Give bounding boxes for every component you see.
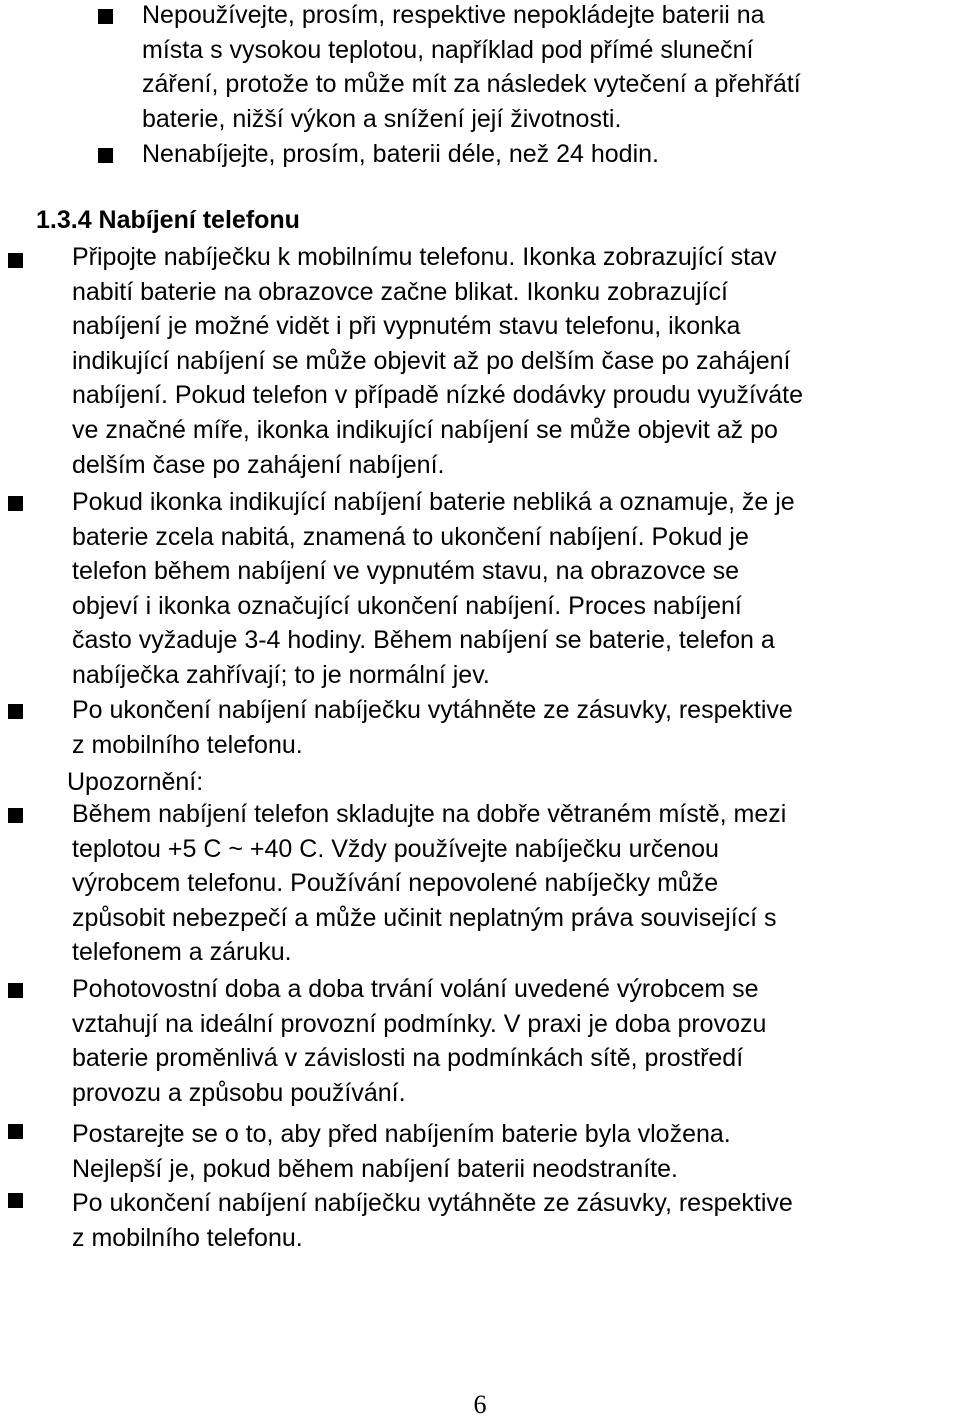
page-number: 6	[473, 1390, 487, 1419]
bullet-icon	[8, 496, 23, 511]
bullet-text: Během nabíjení telefon skladujte na dobře větraném místě, mezi teplotou +5 C ~ +40 C. Vždy používejte nabíječku určenou výrobcem telefonu. Používání nepovolené nabíječky může způsobit nebezpečí a může učinit neplatným práva související s telefonem a záruku.	[72, 800, 787, 967]
bullet-icon	[98, 148, 113, 163]
bullet-icon	[8, 1193, 23, 1208]
bullet-text: Pohotovostní doba a doba trvání volání uvedené výrobcem se vztahují na ideální provozní podmínky. V praxi je doba provozu baterie proměnlivá v závislosti na podmínkách sítě, prostředí provozu a způsobu používání.	[72, 975, 767, 1107]
bullet-text: Připojte nabíječku k mobilnímu telefonu. Ikonka zobrazující stav nabití baterie na obrazovce začne blikat. Ikonku zobrazující nabíjení je možné vidět i při vypnutém stavu telefonu, ikonka indikující nabíjení se může objevit až po delším čase po zahájení nabíjení. Pokud telefon v případě nízké dodávky proudu využíváte ve značné míře, ikonka indikující nabíjení se může objevit až po delším čase po zahájení nabíjení.	[72, 243, 804, 479]
bullet-text: Postarejte se o to, aby před nabíjením baterie byla vložena. Nejlepší je, pokud během nabíjení baterii neodstraníte.	[72, 1120, 731, 1183]
bullet-icon	[98, 9, 113, 24]
bullet-text: Nenabíjejte, prosím, baterii déle, než 24 hodin.	[142, 140, 659, 168]
bullet-icon	[8, 1124, 23, 1139]
bullet-icon	[8, 704, 23, 719]
bullet-icon	[8, 253, 23, 268]
bullet-text: Po ukončení nabíjení nabíječku vytáhněte ze zásuvky, respektive z mobilního telefonu.	[72, 696, 793, 759]
bullet-text: Pokud ikonka indikující nabíjení baterie nebliká a oznamuje, že je baterie zcela nabitá, znamená to ukončení nabíjení. Pokud je telefon během nabíjení ve vypnutém stavu, na obrazovce se objeví i ikonka označující ukončení nabíjení. Proces nabíjení často vyžaduje 3-4 hodiny. Během nabíjení se baterie, telefon a nabíječka zahřívají; to je normální jev.	[72, 488, 795, 689]
bullet-text: Po ukončení nabíjení nabíječku vytáhněte ze zásuvky, respektive z mobilního telefonu.	[72, 1189, 793, 1252]
section-heading: 1.3.4 Nabíjení telefonu	[36, 206, 300, 234]
bullet-icon	[8, 983, 23, 998]
bullet-icon	[8, 808, 23, 823]
bullet-text: Nepoužívejte, prosím, respektive nepokládejte baterii na místa s vysokou teplotou, například pod přímé sluneční záření, protože to může mít za následek vytečení a přehřátí baterie, nižší výkon a snížení její životnosti.	[142, 1, 801, 133]
note-label: Upozornění:	[67, 768, 204, 796]
